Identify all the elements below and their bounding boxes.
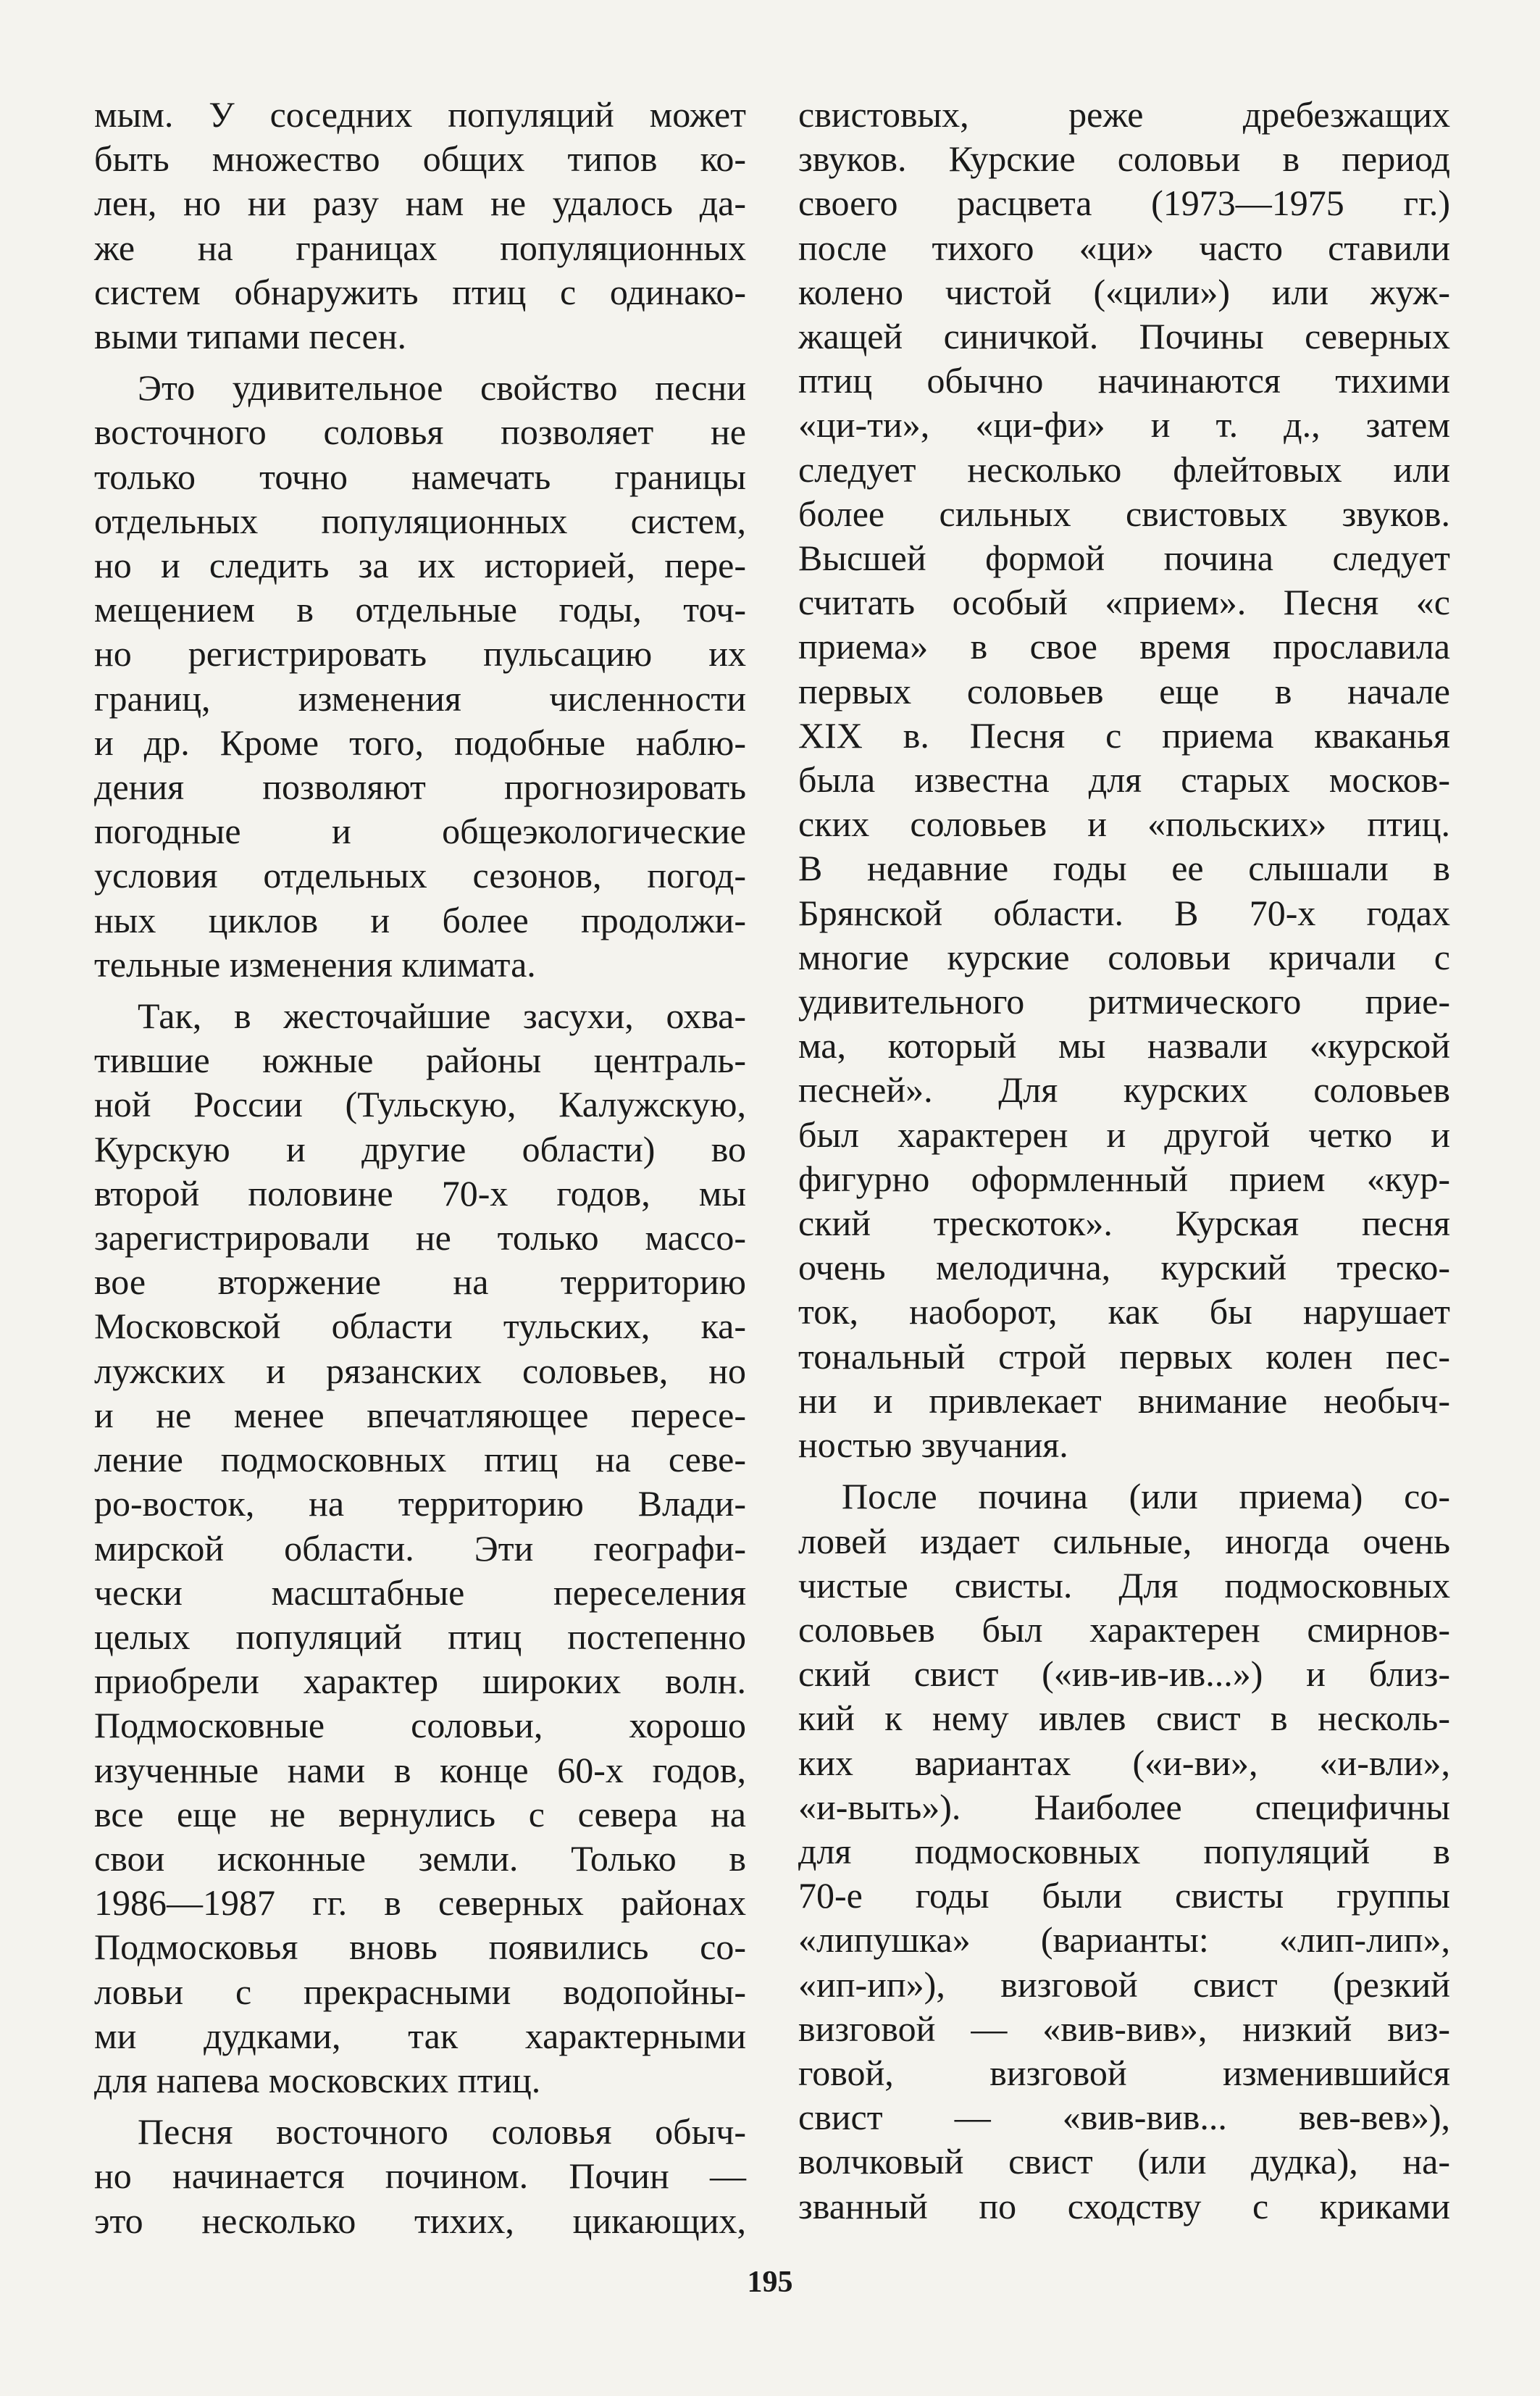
text-line: приобрели характер широких волн. <box>94 1661 746 1702</box>
text-line: свистовых, реже дребезжащих <box>798 94 1450 135</box>
text-line: Курскую и другие области) во <box>94 1128 746 1169</box>
text-line: для подмосковных популяций в <box>798 1830 1450 1871</box>
text-line: и не менее впечатляющее пересе- <box>94 1394 746 1435</box>
text-line: ро-восток, на территорию Влади- <box>94 1483 746 1524</box>
text-line: званный по сходству с криками <box>798 2185 1450 2226</box>
text-line: но начинается почином. Почин — <box>94 2155 746 2197</box>
text-line: После почина (или приема) со- <box>842 1476 1450 1517</box>
text-line: тившие южные районы централь- <box>94 1040 746 1081</box>
text-line: XIX в. Песня с приема кваканья <box>798 714 1450 756</box>
text-line: «липушка» (варианты: «лип-лип», <box>798 1919 1450 1961</box>
text-line: Подмосковные соловьи, хорошо <box>94 1705 746 1746</box>
text-line: зарегистрировали не только массо- <box>94 1217 746 1258</box>
text-line: Брянской области. В 70-х годах <box>798 892 1450 933</box>
text-line: только точно намечать границы <box>94 456 746 497</box>
right-column <box>798 93 1450 2236</box>
text-line: говой, визговой изменившийся <box>798 2052 1450 2093</box>
paragraph <box>798 1474 1450 2228</box>
text-line: восточного соловья позволяет не <box>94 412 746 453</box>
text-line: ление подмосковных птиц на севе- <box>94 1439 746 1480</box>
text-line: волчковый свист (или дудка), на- <box>798 2141 1450 2182</box>
paragraph <box>94 366 746 987</box>
text-line: первых соловьев еще в начале <box>798 670 1450 711</box>
text-line: для напева московских птиц. <box>94 2059 541 2100</box>
text-line: вое вторжение на территорию <box>94 1261 746 1303</box>
text-line: ских соловьев и «польских» птиц. <box>798 803 1450 845</box>
text-line: соловьев был характерен смирнов- <box>798 1608 1450 1650</box>
text-line: Песня восточного соловья обыч- <box>138 2111 746 2153</box>
text-line: чистые свисты. Для подмосковных <box>798 1564 1450 1606</box>
text-line: дения позволяют прогнозировать <box>94 767 746 808</box>
text-line: звуков. Курские соловьи в период <box>798 138 1450 180</box>
paragraph <box>94 93 746 359</box>
text-line: своего расцвета (1973—1975 гг.) <box>798 183 1450 224</box>
text-line: ток, наоборот, как бы нарушает <box>798 1291 1450 1332</box>
text-line: Московской области тульских, ка- <box>94 1306 746 1347</box>
paragraph <box>94 994 746 2103</box>
text-line: более сильных свистовых звуков. <box>798 493 1450 534</box>
text-line: жащей синичкой. Почины северных <box>798 316 1450 357</box>
text-line: но регистрировать пульсацию их <box>94 633 746 675</box>
text-line: визговой — «вив-вив», низкий виз- <box>798 2008 1450 2049</box>
text-line: удивительного ритмического прие- <box>798 981 1450 1022</box>
text-line: «и-выть»). Наиболее специфичны <box>798 1786 1450 1827</box>
text-line: же на границах популяционных <box>94 227 746 268</box>
text-line: отдельных популяционных систем, <box>94 500 746 541</box>
text-line: был характерен и другой четко и <box>798 1114 1450 1155</box>
text-line: лужских и рязанских соловьев, но <box>94 1350 746 1391</box>
text-line: но и следить за их историей, пере- <box>94 545 746 586</box>
text-line: мирской области. Эти географи- <box>94 1527 746 1569</box>
text-line: мым. У соседних популяций может <box>94 94 746 135</box>
text-line: ми дудками, так характерными <box>94 2015 746 2056</box>
text-line: после тихого «ци» часто ставили <box>798 227 1450 268</box>
text-line: следует несколько флейтовых или <box>798 448 1450 490</box>
text-line: это несколько тихих, цикающих, <box>94 2200 746 2241</box>
text-line: границ, изменения численности <box>94 677 746 719</box>
text-line: считать особый «прием». Песня «с <box>798 582 1450 623</box>
text-line: «ип-ип»), визговой свист (резкий <box>798 1963 1450 2005</box>
text-line: ких вариантах («и-ви», «и-вли», <box>798 1742 1450 1783</box>
left-column <box>94 93 746 2250</box>
text-line: очень мелодична, курский треско- <box>798 1247 1450 1288</box>
text-line: Так, в жесточайшие засухи, охва- <box>138 995 746 1037</box>
page-number: 195 <box>747 2266 793 2299</box>
text-line: изученные нами в конце 60-х годов, <box>94 1749 746 1790</box>
text-line: 70-е годы были свисты группы <box>798 1875 1450 1916</box>
text-line: колено чистой («цили») или жуж- <box>798 271 1450 312</box>
text-line: ных циклов и более продолжи- <box>94 899 746 940</box>
text-line: ной России (Тульскую, Калужскую, <box>94 1084 746 1125</box>
text-line: кий к нему ивлев свист в несколь- <box>798 1698 1450 1739</box>
text-line: ский трескоток». Курская песня <box>798 1203 1450 1244</box>
text-line: погодные и общеэкологические <box>94 811 746 852</box>
text-line: свои исконные земли. Только в <box>94 1837 746 1879</box>
text-line: В недавние годы ее слышали в <box>798 848 1450 889</box>
text-line: Это удивительное свойство песни <box>138 367 746 409</box>
text-line: «ци-ти», «ци-фи» и т. д., затем <box>798 404 1450 446</box>
text-line: ма, который мы назвали «курской <box>798 1025 1450 1066</box>
text-line: Высшей формой почина следует <box>798 538 1450 579</box>
text-line: условия отдельных сезонов, погод- <box>94 855 746 896</box>
text-line: ский свист («ив-ив-ив...») и близ- <box>798 1653 1450 1695</box>
text-line: приема» в свое время прославила <box>798 626 1450 667</box>
text-line: песней». Для курских соловьев <box>798 1069 1450 1111</box>
text-line: ловьи с прекрасными водопойны- <box>94 1971 746 2012</box>
text-line: и др. Кроме того, подобные наблю- <box>94 722 746 763</box>
text-line: систем обнаружить птиц с одинако- <box>94 271 746 312</box>
text-line: 1986—1987 гг. в северных районах <box>94 1882 746 1924</box>
text-line: тельные изменения климата. <box>94 943 536 985</box>
text-line: мещением в отдельные годы, точ- <box>94 589 746 630</box>
text-line: Подмосковья вновь появились со- <box>94 1927 746 1968</box>
text-line: выми типами песен. <box>94 316 407 357</box>
text-line: ни и привлекает внимание необыч- <box>798 1379 1450 1421</box>
text-line: фигурно оформленный прием «кур- <box>798 1158 1450 1199</box>
text-line: целых популяций птиц постепенно <box>94 1616 746 1657</box>
text-line: чески масштабные переселения <box>94 1571 746 1613</box>
text-line: многие курские соловьи кричали с <box>798 936 1450 977</box>
text-line: свист — «вив-вив... вев-вев»), <box>798 2097 1450 2138</box>
text-line: птиц обычно начинаются тихими <box>798 360 1450 401</box>
paragraph <box>798 93 1450 1467</box>
text-line: ностью звучания. <box>798 1424 1068 1466</box>
text-line: все еще не вернулись с севера на <box>94 1793 746 1834</box>
paragraph <box>94 2110 746 2243</box>
text-line: лен, но ни разу нам не удалось да- <box>94 183 746 224</box>
text-line: была известна для старых москов- <box>798 759 1450 801</box>
text-line: быть множество общих типов ко- <box>94 138 746 180</box>
text-line: ловей издает сильные, иногда очень <box>798 1520 1450 1561</box>
text-line: второй половине 70-х годов, мы <box>94 1172 746 1214</box>
text-line: тональный строй первых колен пес- <box>798 1335 1450 1377</box>
